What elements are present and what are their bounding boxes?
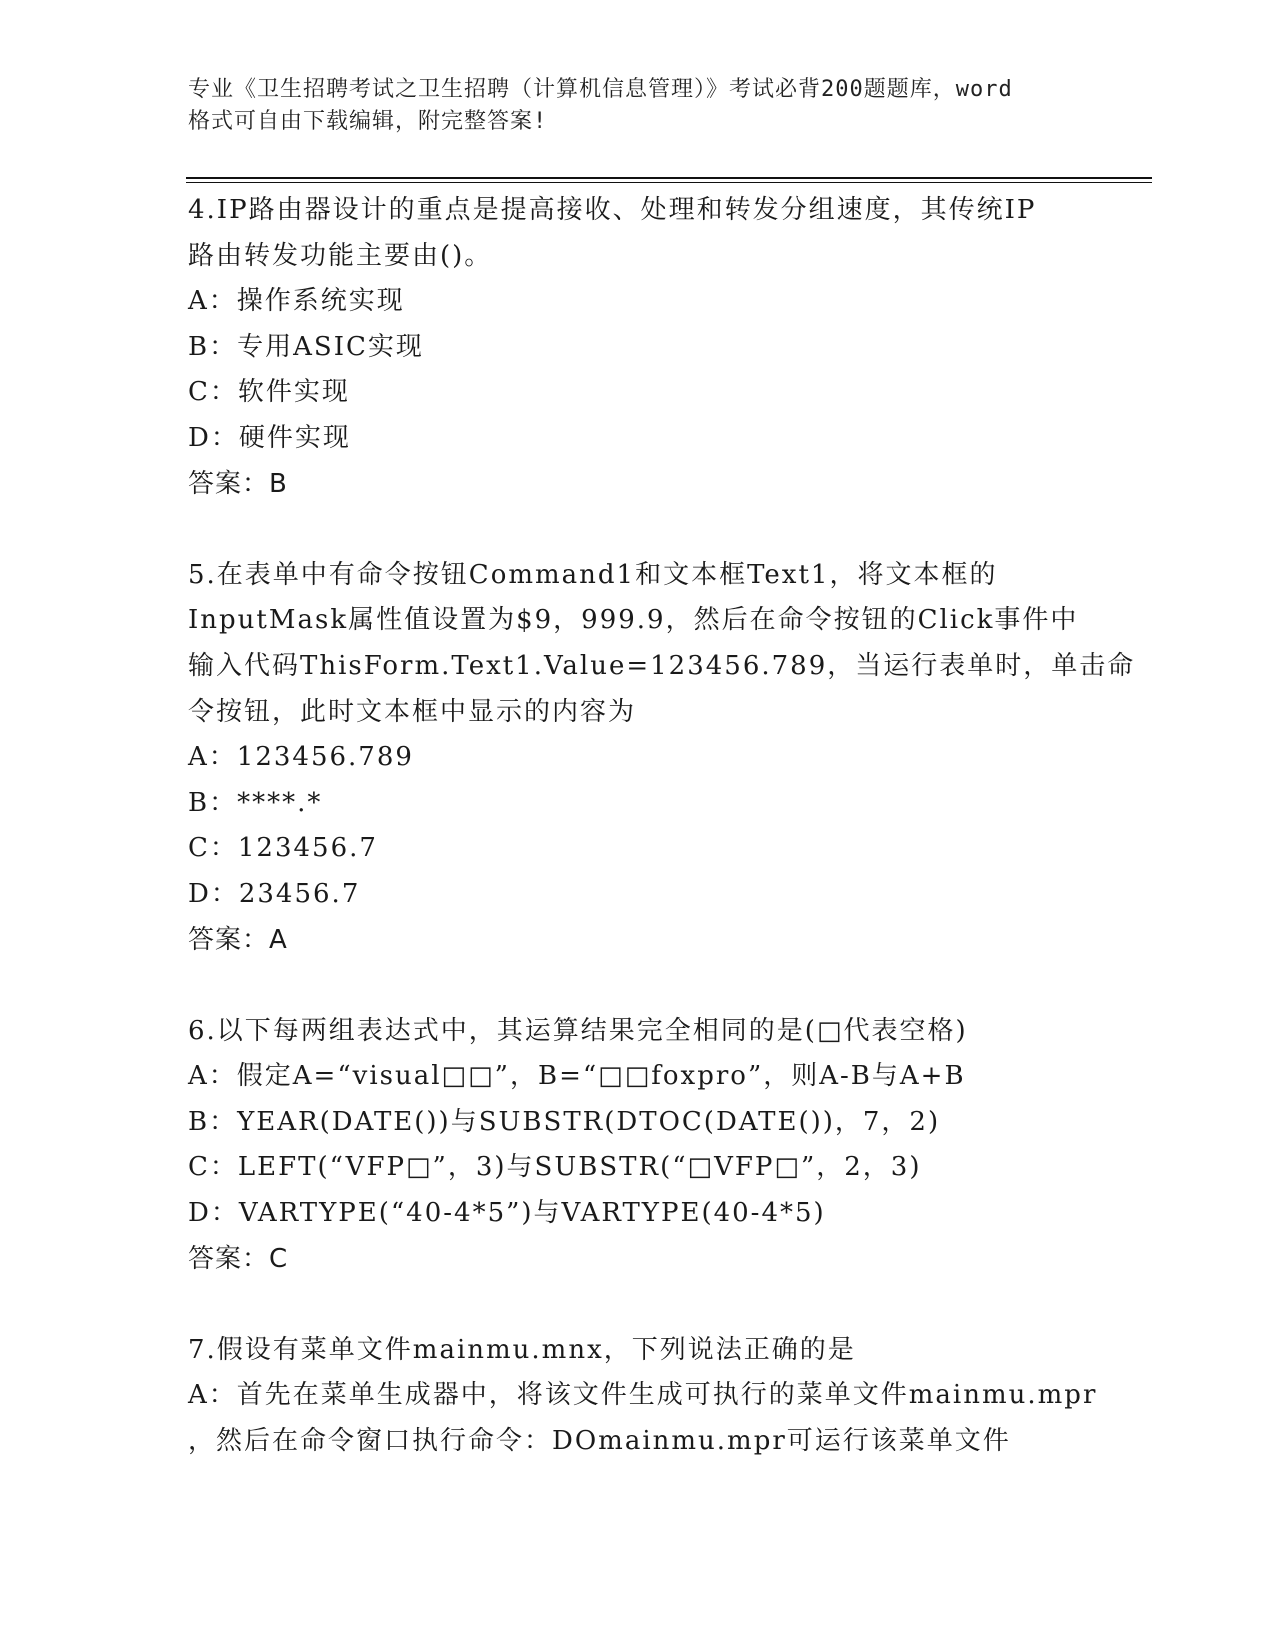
question-list xyxy=(188,188,1136,1465)
answer-text: 答案：A xyxy=(188,924,288,955)
question-text: 6.以下每两组表达式中，其运算结果完全相同的是(□代表空格) xyxy=(188,1015,968,1046)
option-a: A：假定A=“visual□□”，B=“□□foxpro”，则A-B与A+B xyxy=(188,1061,966,1092)
option-a: A：首先在菜单生成器中，将该文件生成可执行的菜单文件mainmu.mpr xyxy=(188,1380,1098,1411)
spacer xyxy=(188,507,1088,553)
option-d: D：VARTYPE(“40-4*5”)与VARTYPE(40-4*5) xyxy=(188,1198,826,1229)
spacer xyxy=(188,1282,1088,1328)
spacer xyxy=(188,963,1088,1009)
answer-text: 答案：B xyxy=(188,468,288,499)
header-line-1: 专业《卫生招聘考试之卫生招聘（计算机信息管理）》考试必背200题题库，word xyxy=(188,77,1013,102)
question-block xyxy=(188,553,1136,1009)
option-b: B：YEAR(DATE())与SUBSTR(DTOC(DATE())，7，2) xyxy=(188,1106,941,1137)
option-a-continued: ，然后在命令窗口执行命令：DOmainmu.mpr可运行该菜单文件 xyxy=(188,1426,1011,1457)
question-text: 令按钮，此时文本框中显示的内容为 xyxy=(188,696,637,727)
option-d: D：23456.7 xyxy=(188,878,361,909)
header-line-2: 格式可自由下载编辑，附完整答案! xyxy=(188,109,548,134)
question-text: 5.在表单中有命令按钮Command1和文本框Text1，将文本框的 xyxy=(188,559,998,590)
question-block xyxy=(188,1328,1098,1465)
header-divider-thin xyxy=(186,182,1152,183)
question-block xyxy=(188,1009,1088,1328)
option-a: A：123456.789 xyxy=(188,742,414,773)
option-c: C：123456.7 xyxy=(188,833,378,864)
document-header xyxy=(188,74,1088,138)
question-text: 输入代码ThisForm.Text1.Value=123456.789，当运行表单时，单击命 xyxy=(188,650,1136,681)
option-a: A：操作系统实现 xyxy=(188,286,405,317)
question-text: InputMask属性值设置为$9，999.9，然后在命令按钮的Click事件中 xyxy=(188,605,1079,636)
option-b: B：****.* xyxy=(188,787,323,818)
option-c: C：软件实现 xyxy=(188,377,350,408)
question-text: 4.IP路由器设计的重点是提高接收、处理和转发分组速度，其传统IP xyxy=(188,195,1037,225)
option-d: D：硬件实现 xyxy=(188,422,351,453)
answer-text: 答案：C xyxy=(188,1243,289,1274)
question-text: 路由转发功能主要由()。 xyxy=(188,240,493,271)
option-b: B：专用ASIC实现 xyxy=(188,331,424,362)
question-block xyxy=(188,188,1088,553)
option-c: C：LEFT(“VFP□”，3)与SUBSTR(“□VFP□”，2，3) xyxy=(188,1152,922,1183)
header-divider-thick xyxy=(186,177,1152,179)
question-text: 7.假设有菜单文件mainmu.mnx，下列说法正确的是 xyxy=(188,1334,856,1365)
